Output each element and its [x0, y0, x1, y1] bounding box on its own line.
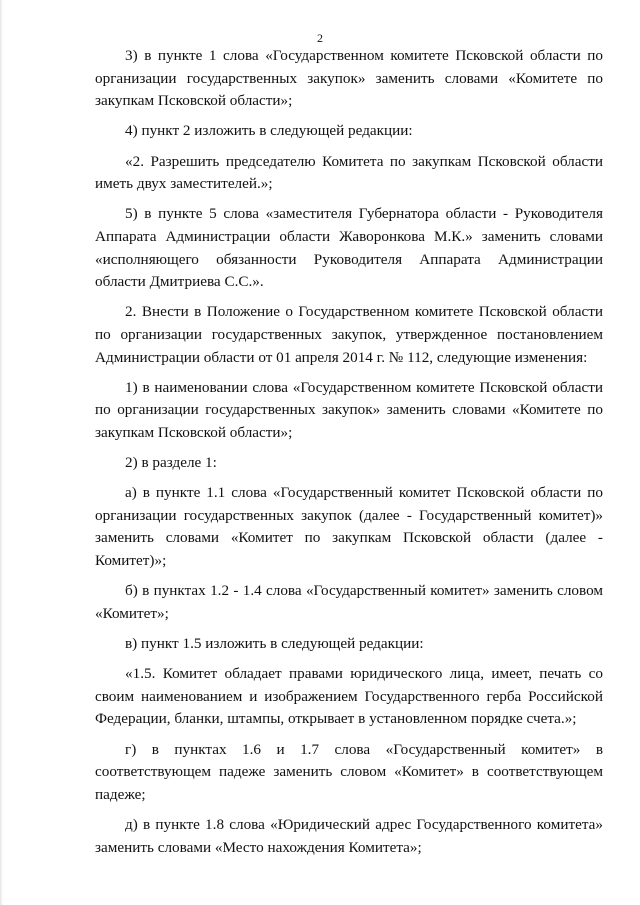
page-number: 2 — [317, 31, 323, 45]
paragraph-section-2: 2. Внести в Положение о Государственном комитете Псковской области по организации государственных закупок, утвержденное постановлением Администрации области от 01 апреля 2014 г. № 112, следующие изменения: — [95, 303, 603, 366]
paragraph-sub-v: в) пункт 1.5 изложить в следующей редакции: — [125, 635, 424, 652]
paragraph-sub-1: 1) в наименовании слова «Государственном комитете Псковской области по организации государственных закупок» заменить словами «Комитете по закупкам Псковской области»; — [95, 378, 603, 441]
paragraph-sub-b: б) в пунктах 1.2 - 1.4 слова «Государственный комитет» заменить словом «Комитет»; — [95, 582, 603, 622]
paragraph-quote-2: «2. Разрешить председателю Комитета по закупкам Псковской области иметь двух заместителей.»; — [95, 152, 603, 193]
paragraph-sub-g: г) в пунктах 1.6 и 1.7 слова «Государственный комитет» в соответствующем падеже заменить словом «Комитет» в соответствующем падеже; — [95, 740, 603, 803]
paragraph-sub-a: а) в пункте 1.1 слова «Государственный комитет Псковской области по организации государственных закупок (далее - Государственный комитет)» заменить словами «Комитет по закупкам Псковской области (далее - Комитет)»; — [95, 484, 603, 570]
scan-edge — [0, 0, 3, 905]
document-body — [95, 45, 603, 867]
paragraph-sub-d: д) в пункте 1.8 слова «Юридический адрес Государственного комитета» заменить словами «Место нахождения Комитета»; — [95, 815, 603, 856]
paragraph-sub-2: 2) в разделе 1: — [125, 454, 217, 472]
paragraph-item-3: 3) в пункте 1 слова «Государственном комитете Псковской области по организации государственных закупок» заменить словами «Комитете по закупкам Псковской области»; — [95, 47, 603, 110]
paragraph-quote-1-5: «1.5. Комитет обладает правами юридического лица, имеет, печать со своим наименованием и изображением Государственного герба Российской Федерации, бланки, штампы, открывает в установленном порядке счета.»; — [95, 665, 603, 728]
paragraph-item-4: 4) пункт 2 изложить в следующей редакции: — [125, 122, 413, 140]
paragraph-item-5: 5) в пункте 5 слова «заместителя Губернатора области - Руководителя Аппарата Администрации области Жаворонкова М.К.» заменить словами «исполняющего обязанности Руководителя Аппарата Администрации области Дмитриева С.С.». — [95, 205, 603, 291]
